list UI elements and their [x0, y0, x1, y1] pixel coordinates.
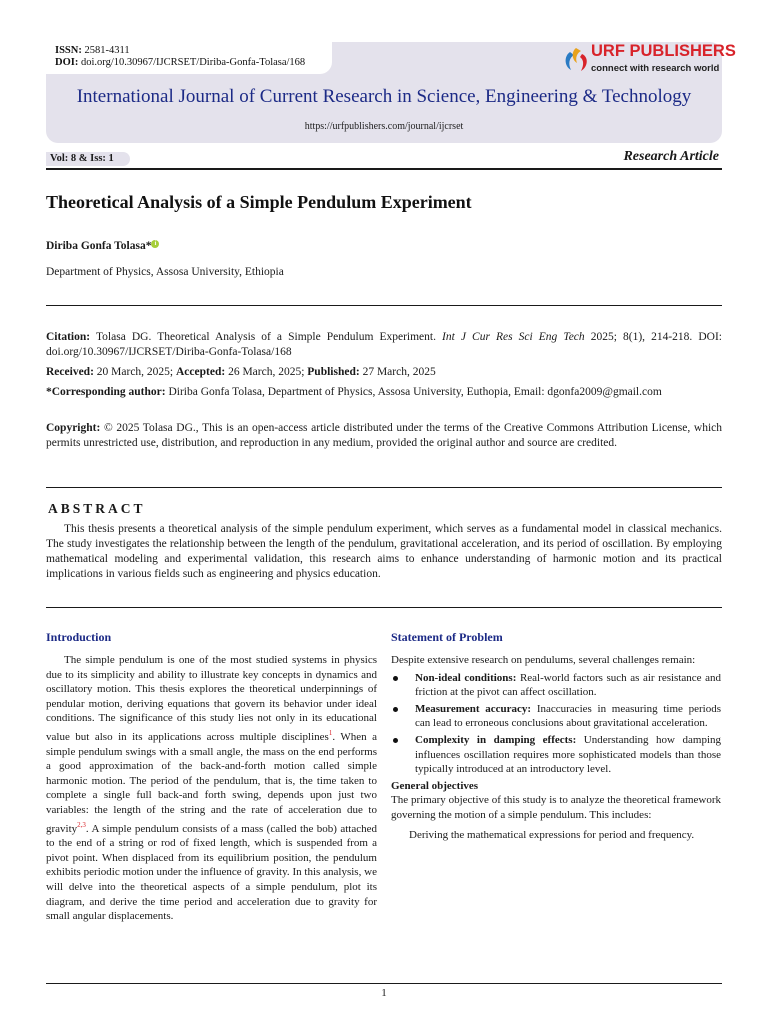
citation-ref[interactable]: 1 [328, 728, 333, 737]
publisher-tagline: connect with research world [591, 63, 720, 74]
citation-ref[interactable]: 2,3 [77, 820, 86, 829]
problem-heading: Statement of Problem [391, 630, 503, 644]
introduction-body: The simple pendulum is one of the most studied systems in physics due to its simplicity and ability to illustrate key concepts in dynamics and oscillatory motion. This thesis explores the theoretical underpinnings of pendular motion, deriving equations that govern its behavior under ideal conditions. The significance of this study lies not only in its educational value but also in its applications across multiple disciplines$^1$. When a simple pendulum swings with a small angle, the mass on the end performs a good approximation of the back-and-forth motion called simple harmonic motion. The period of the pendulum, that is, the time taken to complete a single full back-and forth swing, depends upon just two variables: the length of the string and the rate of acceleration due to gravity$^{2,3}$. A simple pendulum consists of a mass (called the bob) attached to the end of a string or rod of fixed length, which is suspended from a pivot point. When displaced from its equilibrium position, the pendulum exhibits periodic motion under the influence of gravity. In this analysis, we will delve into the theoretical aspects of a simple pendulum, plot its diagram, and derive the time period and acceleration due to gravity for small angular displacements. [46, 654, 378, 923]
problem-intro: Despite extensive research on pendulums, several challenges remain: [391, 654, 696, 666]
problem-list [391, 671, 721, 777]
objectives-text: The primary objective of this study is to analyze the theoretical framework governing the motion of a simple pendulum. This includes: [391, 794, 721, 821]
problem-body [391, 653, 721, 842]
dates-line: Received: 20 March, 2025; Accepted: 26 March, 2025; Published: 27 March, 2025 [46, 366, 436, 378]
journal-title: International Journal of Current Research in Science, Engineering & Technology [76, 86, 692, 107]
footer-divider [46, 983, 722, 984]
copyright-notice: Copyright: © 2025 Tolasa DG., This is an open-access article distributed under the terms of the Creative Commons Attribution License, which permits unrestricted use, distribution, and reproduction in any medium, provided the original author and source are credited. [46, 422, 723, 449]
abstract-text: This thesis presents a theoretical analysis of the simple pendulum experiment, which serves as a fundamental model in classical mechanics. The study investigates the relationship between the length of the pendulum, gravitational acceleration, and its period of oscillation. By employing mathematical modeling and experimental validation, this research aims to enhance understanding of harmonic motion and its practical implications in various fields such as engineering and physics education. [46, 523, 722, 580]
list-item: Non-ideal conditions: Real-world factors such as air resistance and friction at the pivot can affect oscillation. [391, 671, 721, 700]
list-item: Measurement accuracy: Inaccuracies in measuring time periods can lead to erroneous conclusions about gravitational acceleration. [391, 702, 721, 731]
title-divider [46, 305, 722, 306]
introduction-heading: Introduction [46, 630, 112, 644]
author-affiliation: Department of Physics, Assosa University, Ethiopia [46, 266, 284, 278]
corresponding-author: *Corresponding author: Diriba Gonfa Tolasa, Department of Physics, Assosa University, Euthopia, Email: dgonfa2009@gmail.com [46, 386, 662, 398]
citation: Citation: Tolasa DG. Theoretical Analysis of a Simple Pendulum Experiment. Int J Cur Res Sci Eng Tech 2025; 8(1), 214-218. DOI: doi.org/10.30967/IJCRSET/Diriba-Gonfa-Tolasa/168 [46, 331, 722, 358]
issn-line: ISSN: 2581-4311 [55, 45, 130, 56]
volume-label: Vol: 8 & Iss: 1 [50, 153, 114, 164]
objectives-heading: General objectives [391, 779, 479, 792]
author-name: Diriba Gonfa Tolasa* i [46, 240, 159, 252]
list-item: Complexity in damping effects: Understanding how damping influences oscillation requires more sophisticated models than those typically introduced at an introductory level. [391, 733, 721, 777]
paper-title: Theoretical Analysis of a Simple Pendulum Experiment [46, 192, 472, 212]
publisher-name: URF PUBLISHERS [591, 42, 736, 60]
journal-url-link[interactable]: https://urfpublishers.com/journal/ijcrset [304, 121, 464, 132]
article-type: Research Article [623, 149, 719, 164]
page-number: 1 [381, 987, 387, 999]
header-divider [46, 168, 722, 170]
abstract-divider [46, 607, 722, 608]
abstract-heading: ABSTRACT [48, 501, 146, 516]
orcid-icon[interactable]: i [151, 240, 159, 248]
objectives-item: Deriving the mathematical expressions for period and frequency. [409, 828, 695, 841]
meta-divider [46, 487, 722, 488]
doi-line[interactable]: DOI: doi.org/10.30967/IJCRSET/Diriba-Gonfa-Tolasa/168 [55, 57, 306, 68]
